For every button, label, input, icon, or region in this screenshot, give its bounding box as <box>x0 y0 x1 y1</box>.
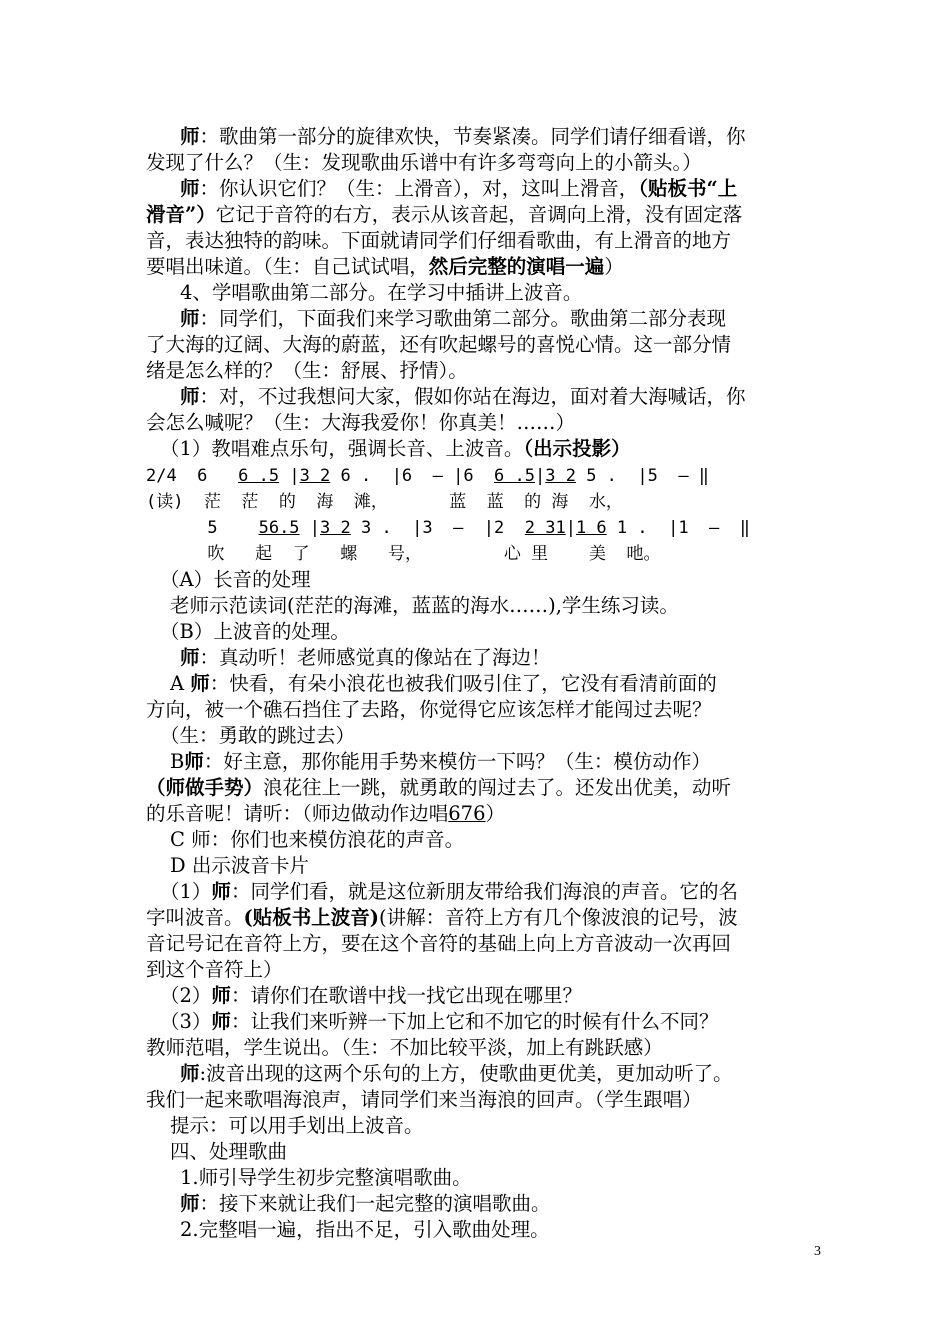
text-line: （2）师：请你们在歌谱中找一找它出现在哪里？ <box>160 984 582 1007</box>
text-line: 提示：可以用手划出上波音。 <box>170 1114 424 1137</box>
text-line: 师：歌曲第一部分的旋律欢快，节奏紧凑。同学们请仔细看谱，你 <box>180 125 746 148</box>
text-line: 四、处理歌曲 <box>170 1140 288 1163</box>
text-line: 字叫波音。(贴板书上波音)(讲解：音符上方有几个像波浪的记号，波 <box>146 906 738 929</box>
text-line: 滑音”）它记于音符的右方，表示从该音起，音调向上滑，没有固定落 <box>146 203 743 226</box>
text-line: 师：接下来就让我们一起完整的演唱歌曲。 <box>180 1192 551 1215</box>
text-line: 方向，被一个礁石挡住了去路，你觉得它应该怎样才能闯过去呢？ <box>146 698 712 721</box>
text-line: （3）师：让我们来听辨一下加上它和不加它的时候有什么不同？ <box>160 1010 719 1033</box>
text-line: 师：同学们，下面我们来学习歌曲第二部分。歌曲第二部分表现 <box>180 307 727 330</box>
text-line: 绪是怎么样的？（生：舒展、抒情）。 <box>146 359 468 382</box>
score-row-lyrics-2: 吹 起 了 螺 号， 心 里 美 吔。 <box>146 544 661 564</box>
page-number: 3 <box>814 1244 821 1259</box>
score-row-notes-1: 2/4 6 6 .5 |3 2 6 . |6 — |6 6 .5|3 2 5 . |5 — ‖ <box>146 466 710 486</box>
text-line: 教师范唱，学生说出。（生：不加比较平淡，加上有跳跃感） <box>146 1036 663 1059</box>
text-line: 了大海的辽阔、大海的蔚蓝，还有吹起螺号的喜悦心情。这一部分情 <box>146 333 732 356</box>
text-line: D 出示波音卡片 <box>170 854 309 877</box>
text-line: 音记号记在音符上方，要在这个音符的基础上向上方音波动一次再回 <box>146 932 732 955</box>
text-line: （B）上波音的处理。 <box>160 620 350 643</box>
score-row-lyrics-1: (读) 茫 茫 的 海 滩， 蓝 蓝 的 海 水， <box>146 492 623 512</box>
text-line: 4、学唱歌曲第二部分。在学习中插讲上波音。 <box>180 281 583 304</box>
text-line: B师：好主意，那你能用手势来模仿一下吗？（生：模仿动作） <box>170 750 711 773</box>
text-line: 老师示范读词(茫茫的海滩，蓝蓝的海水……),学生练习读。 <box>170 594 679 617</box>
text-line: 发现了什么？（生：发现歌曲乐谱中有许多弯弯向上的小箭头。） <box>146 151 702 174</box>
score-row-notes-2: 5 56.5 |3 2 3 . |3 — |2 2 31|1 6 1 . |1 — ‖ <box>146 518 750 538</box>
text-line: 要唱出味道。（生：自己试试唱，然后完整的演唱一遍） <box>146 255 624 278</box>
text-line: 1.师引导学生初步完整演唱歌曲。 <box>180 1166 472 1189</box>
text-line: 师：你认识它们？（生：上滑音），对，这叫上滑音，（贴板书“上 <box>180 177 738 200</box>
text-line: 师：对，不过我想问大家，假如你站在海边，面对着大海喊话，你 <box>180 385 746 408</box>
text-line: C 师：你们也来模仿浪花的声音。 <box>170 828 465 851</box>
text-line: 2.完整唱一遍，指出不足，引入歌曲处理。 <box>180 1218 550 1241</box>
text-line: 我们一起来歌唱海浪声，请同学们来当海浪的回声。（学生跟唱） <box>146 1088 702 1111</box>
text-line: 师:波音出现的这两个乐句的上方，使歌曲更优美，更加动听了。 <box>180 1062 733 1085</box>
text-line: 的乐音呢！请听：（师边做动作边唱676） <box>146 802 506 825</box>
text-line: （A）长音的处理 <box>160 568 311 591</box>
text-line: 会怎么喊呢？（生：大海我爱你！你真美！……） <box>146 411 576 434</box>
text-line: （1）教唱难点乐句，强调长音、上波音。（出示投影） <box>160 437 631 460</box>
text-line: 师：真动听！老师感觉真的像站在了海边！ <box>180 646 551 669</box>
text-line: 到这个音符上） <box>146 958 283 981</box>
text-line: A 师：快看，有朵小浪花也被我们吸引住了，它没有看清前面的 <box>170 672 717 695</box>
text-line: （师做手势）浪花往上一跳，就勇敢的闯过去了。还发出优美，动听 <box>146 776 732 799</box>
text-line: （1）师：同学们看，就是这位新朋友带给我们海浪的声音。它的名 <box>160 880 738 903</box>
text-line: （生：勇敢的跳过去） <box>160 724 356 747</box>
text-line: 音，表达独特的韵味。下面就请同学们仔细看歌曲，有上滑音的地方 <box>146 229 732 252</box>
